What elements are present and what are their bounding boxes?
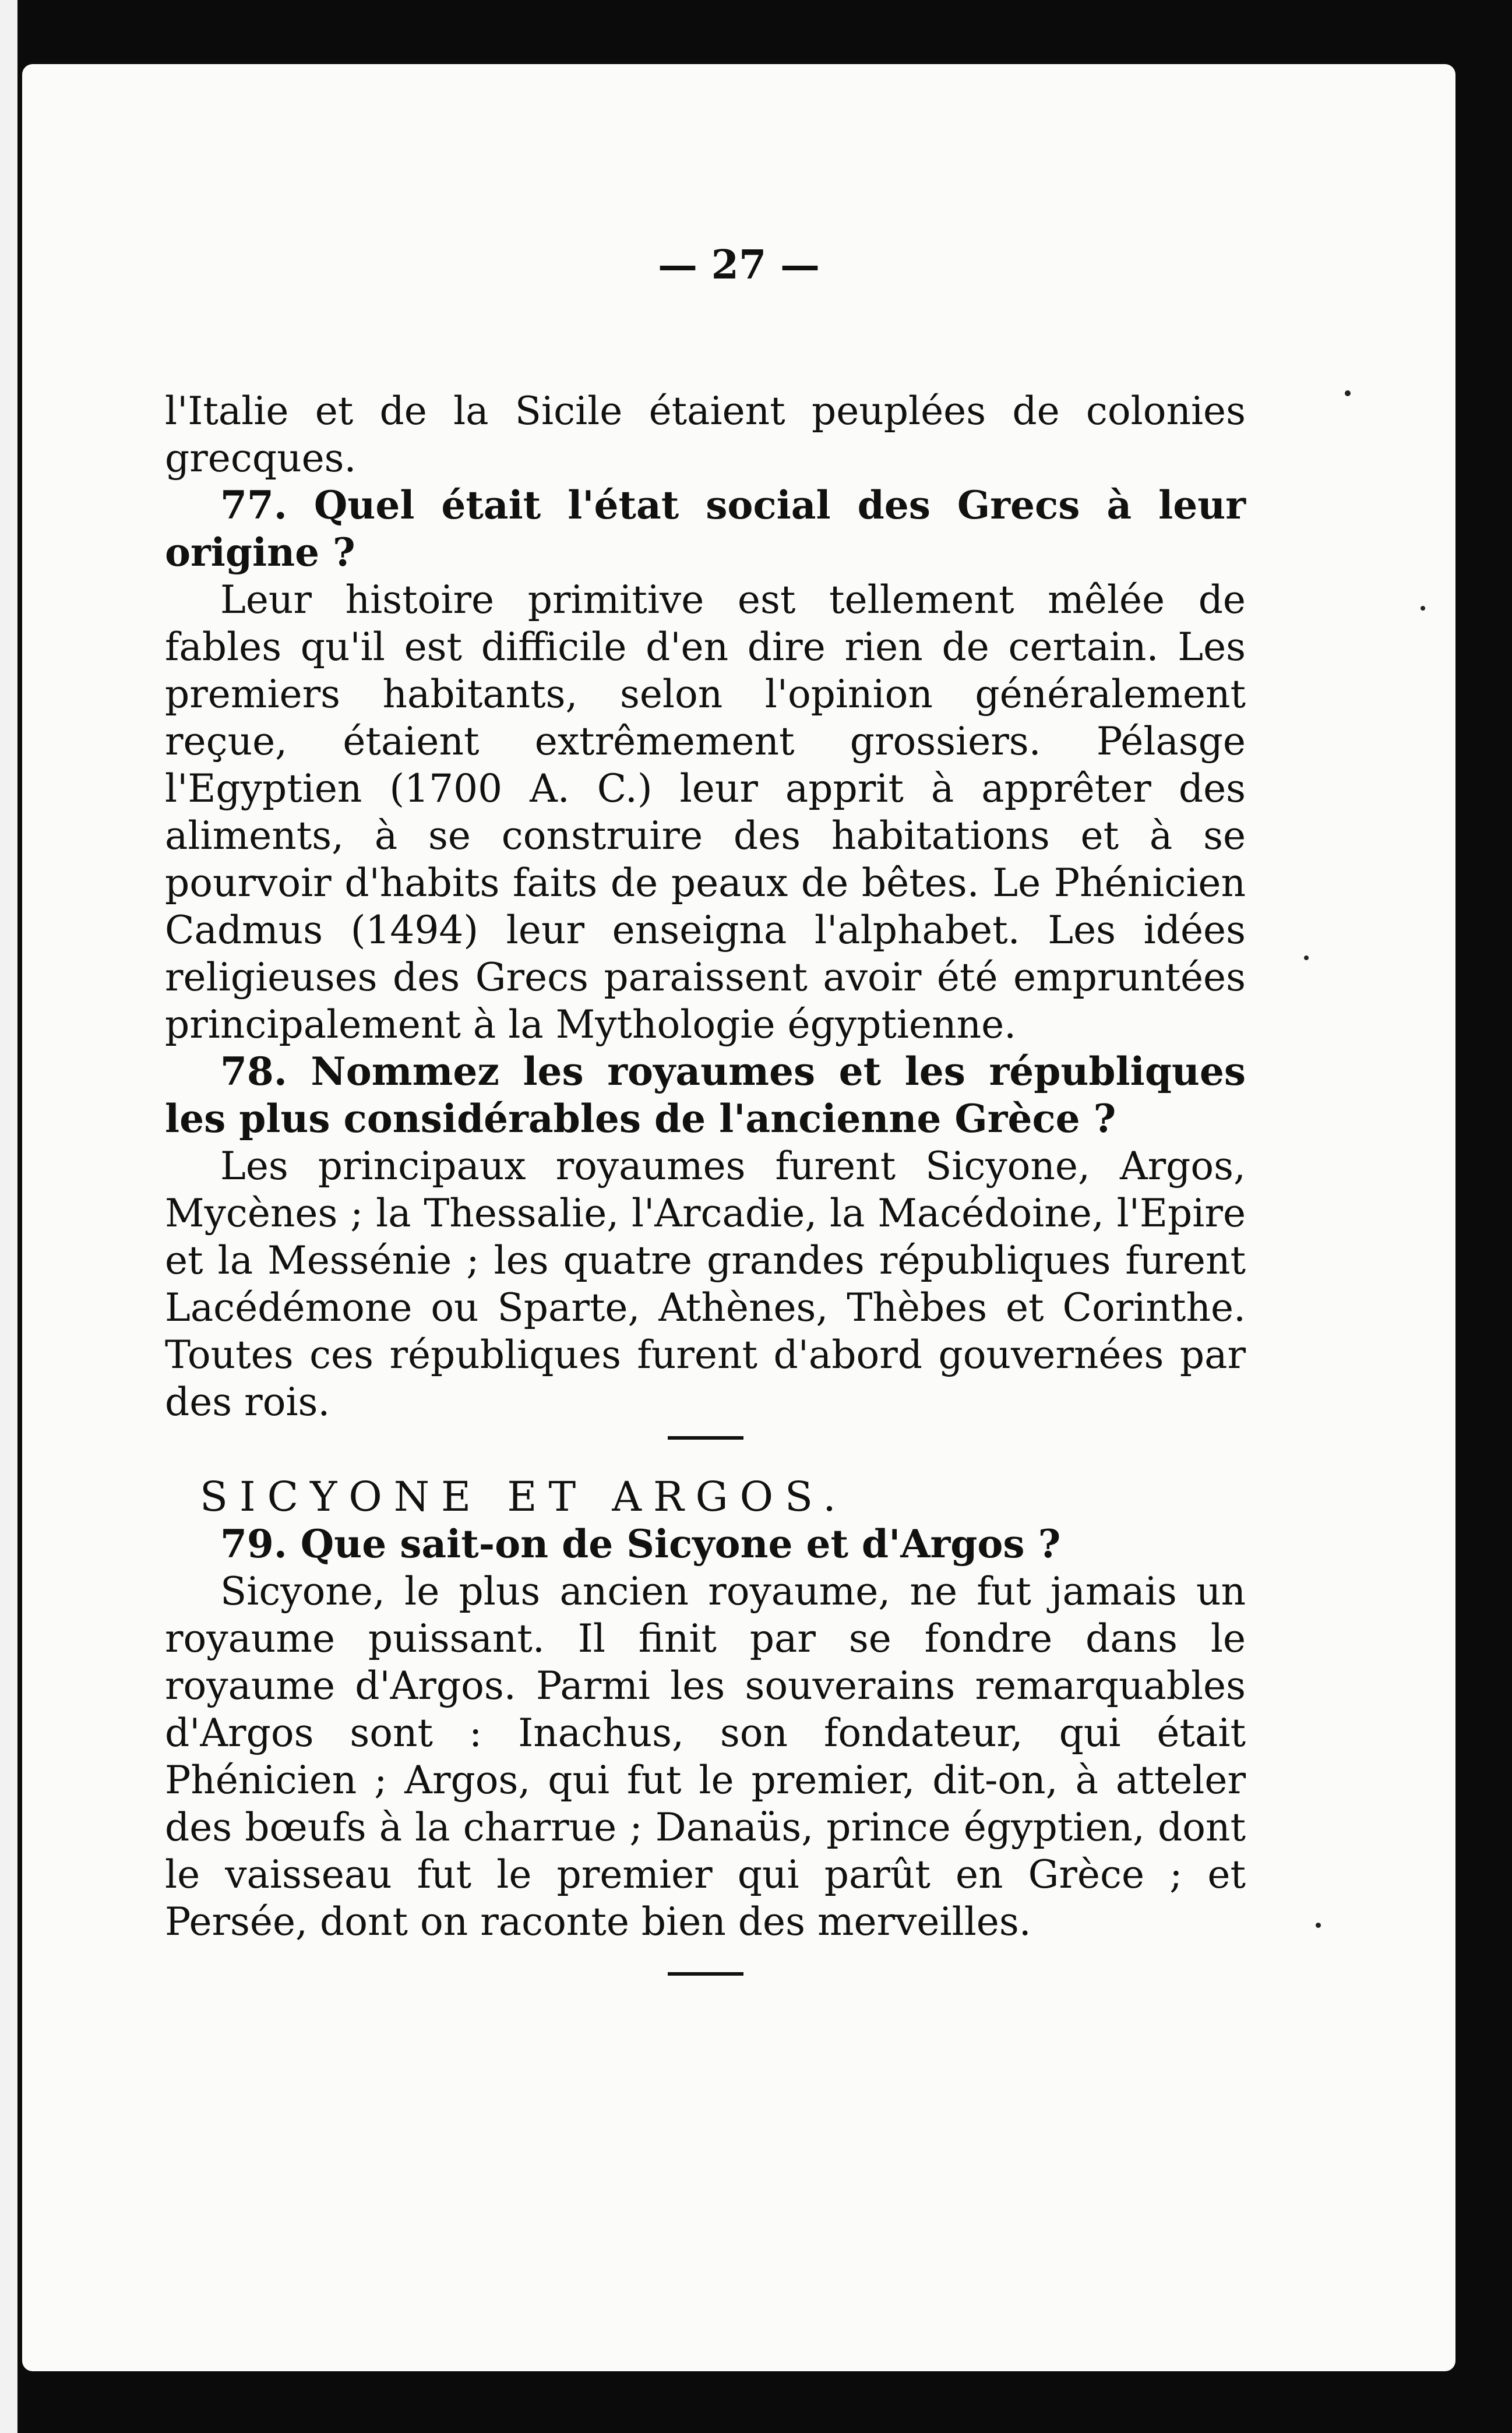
question-77: 77. Quel était l'état social des Grecs à leur origine ? — [165, 482, 1246, 575]
paragraph-continuation: l'Italie et de la Sicile étaient peuplées de colonies grecques. — [165, 389, 1246, 481]
scan-edge — [0, 0, 17, 2433]
page-number: — 27 — — [658, 242, 820, 288]
question-78: 78. Nommez les royaumes et les républiques les plus considérables de l'ancienne Grèce ? — [165, 1049, 1246, 1141]
ink-speck — [1304, 955, 1309, 960]
ink-speck — [1345, 390, 1351, 396]
ink-speck — [1421, 606, 1425, 611]
body-text — [165, 387, 1246, 1976]
answer-78: Les principaux royaumes furent Sicyone, Argos, Mycènes ; la Thessalie, l'Arcadie, la Macédoine, l'Epire et la Messénie ; les quatre grandes républiques furent Lacédémone ou Sparte, Athènes, Thèbes et Corinthe. Toutes ces républiques furent d'abord gouvernées par des rois. — [165, 1144, 1246, 1424]
end-divider — [668, 1972, 743, 1976]
ink-speck — [1316, 1923, 1321, 1928]
book-page — [22, 64, 1455, 2371]
answer-77: Leur histoire primitive est tellement mêlée de fables qu'il est difficile d'en dire rien de certain. Les premiers habitants, selon l'opinion généralement reçue, étaient extrêmement grossiers. Pélasge l'Egyptien (1700 A. C.) leur apprit à apprêter des aliments, à se construire des habitations et à se pourvoir d'habits faits de peaux de bêtes. Le Phénicien Cadmus (1494) leur enseigna l'alphabet. Les idées religieuses des Grecs paraissent avoir été empruntées principalement à la Mythologie égyptienne. — [165, 577, 1246, 1047]
section-heading: SICYONE ET ARGOS. — [200, 1473, 848, 1521]
question-79: 79. Que sait-on de Sicyone et d'Argos ? — [220, 1521, 1061, 1567]
section-divider — [668, 1436, 743, 1440]
answer-79: Sicyone, le plus ancien royaume, ne fut jamais un royaume puissant. Il finit par se fondre dans le royaume d'Argos. Parmi les souverains remarquables d'Argos sont : Inachus, son fondateur, qui était Phénicien ; Argos, qui fut le premier, dit-on, à atteler des bœufs à la charrue ; Danaüs, prince égyptien, dont le vaisseau fut le premier qui parût en Grèce ; et Persée, dont on raconte bien des merveilles. — [165, 1569, 1246, 1944]
